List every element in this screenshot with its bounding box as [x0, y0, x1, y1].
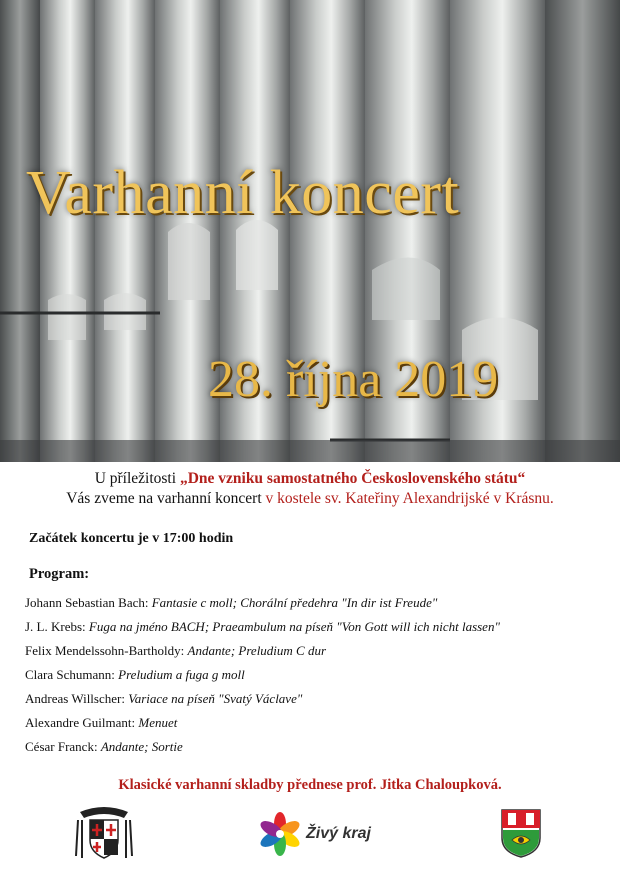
- program-item: [25, 714, 500, 738]
- program-item: [25, 618, 500, 642]
- works: Variace na píseň "Svatý Václave": [128, 691, 303, 706]
- concert-date: 28. října 2019: [208, 351, 499, 408]
- program-list: [25, 594, 500, 762]
- composer: Andreas Willscher:: [25, 691, 125, 706]
- municipal-shield-icon: [500, 808, 542, 863]
- concert-title: Varhanní koncert: [26, 159, 460, 227]
- zivy-kraj-text: Živý kraj: [306, 825, 371, 842]
- program-item: [25, 690, 500, 714]
- program-item: [25, 738, 500, 762]
- works: Menuet: [138, 715, 178, 730]
- works: Andante; Sortie: [100, 739, 183, 754]
- invitation-line-2: [0, 489, 620, 509]
- performer-line: Klasické varhanní skladby přednese prof. Jitka Chaloupková.: [118, 777, 502, 793]
- works: Andante; Preludium C dur: [187, 643, 327, 658]
- program-heading: Program:: [29, 566, 90, 582]
- composer: J. L. Krebs:: [25, 619, 86, 634]
- composer: Johann Sebastian Bach:: [25, 595, 149, 610]
- program-item: [25, 594, 500, 618]
- works: Preludium a fuga g moll: [118, 667, 245, 682]
- invitation-prefix: U příležitosti: [94, 470, 180, 487]
- program-item: [25, 642, 500, 666]
- invitation-text: [0, 469, 620, 509]
- pinwheel-flower-icon: [258, 812, 302, 856]
- composer: Felix Mendelssohn-Bartholdy:: [25, 643, 185, 658]
- composer: Alexandre Guilmant:: [25, 715, 136, 730]
- works: Fantasie c moll; Chorální předehra "In dir ist Freude": [151, 595, 438, 610]
- event-name: „Dne vzniku samostatného Československého státu“: [179, 470, 526, 487]
- invitation-line-2-prefix: Vás zveme na varhanní koncert: [66, 490, 266, 507]
- start-time: Začátek koncertu je v 17:00 hodin: [29, 531, 234, 546]
- venue-name: v kostele sv. Kateřiny Alexandrijské v Krásnu.: [265, 490, 554, 507]
- invitation-line-1: [0, 469, 620, 489]
- coat-of-arms-icon: [74, 806, 134, 867]
- works: Fuga na jméno BACH; Praeambulum na píseň "Von Gott will ich nicht lassen": [88, 619, 500, 634]
- zivy-kraj-logo: [258, 812, 371, 856]
- composer: César Franck:: [25, 739, 98, 754]
- composer: Clara Schumann:: [25, 667, 115, 682]
- program-item: [25, 666, 500, 690]
